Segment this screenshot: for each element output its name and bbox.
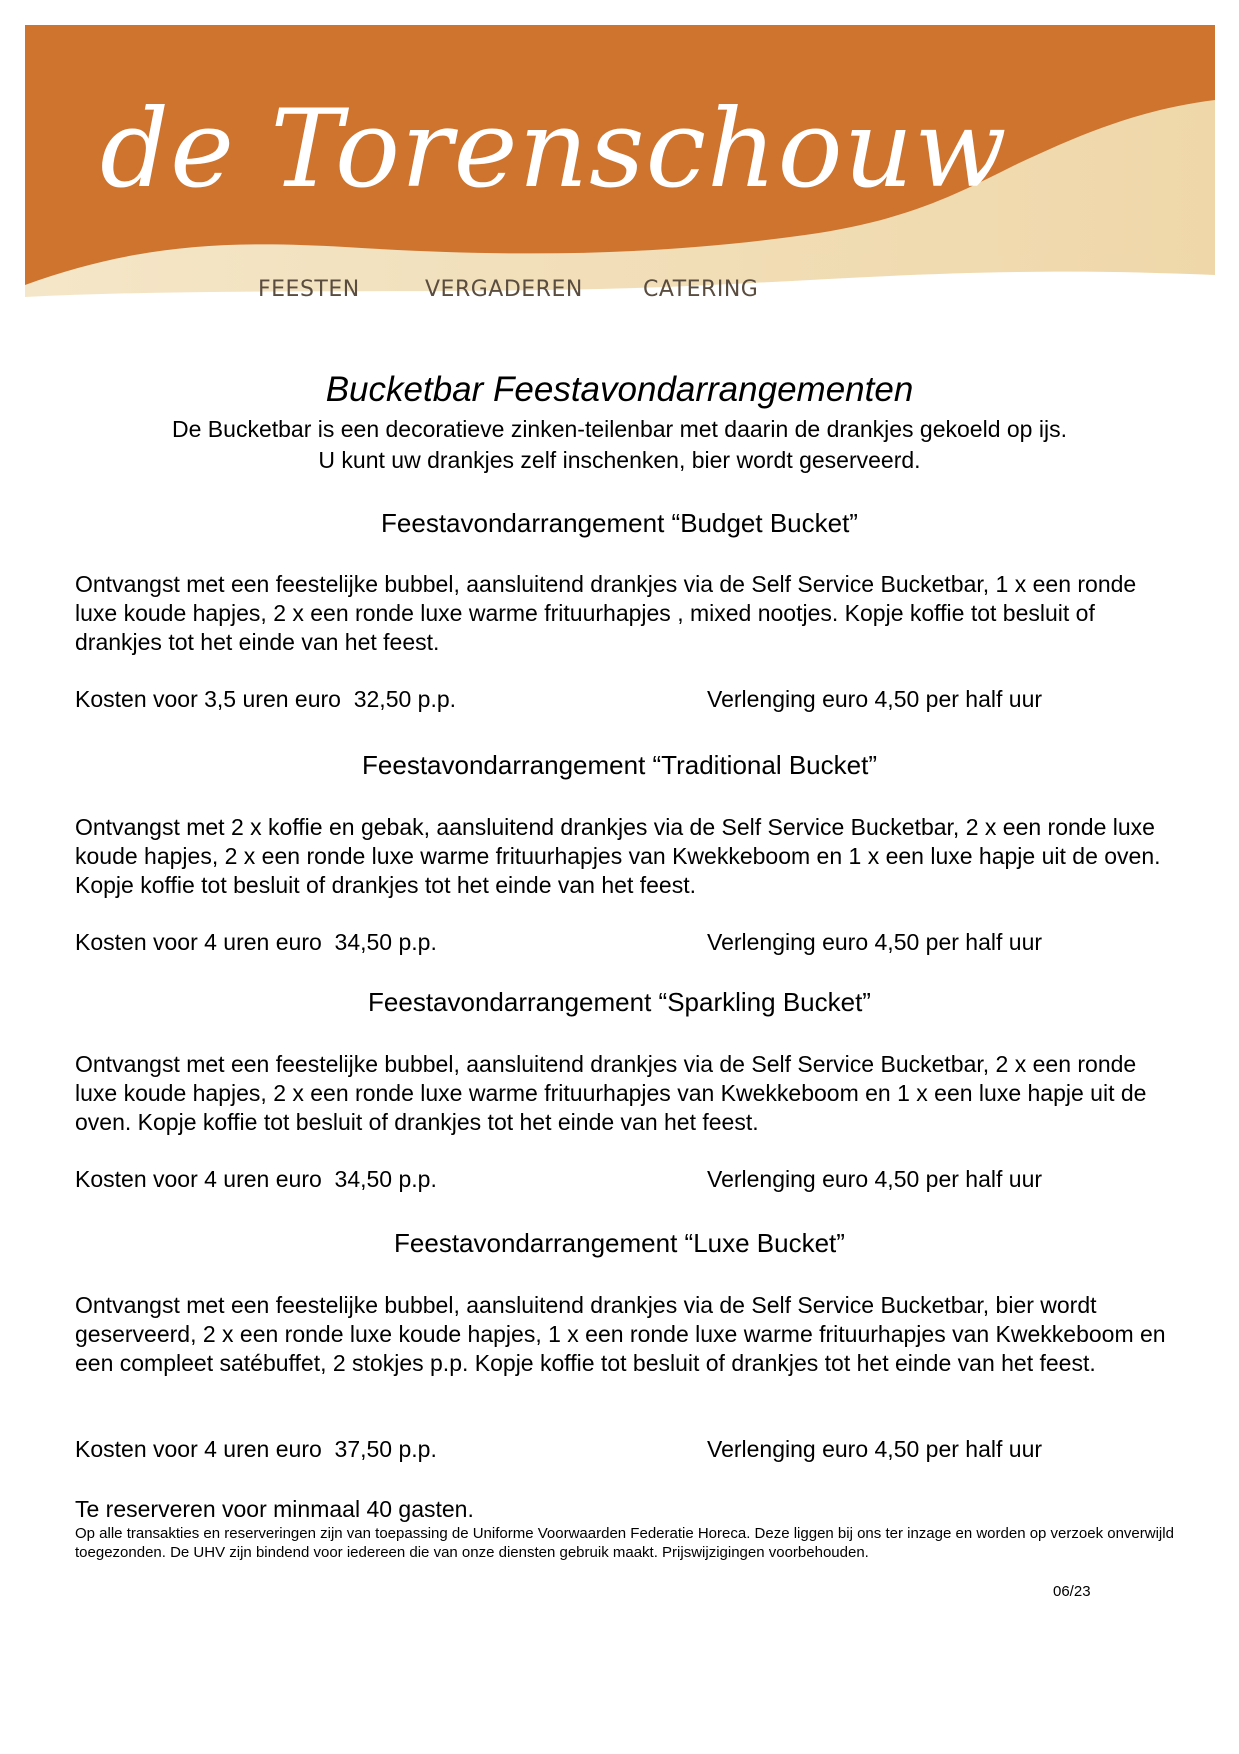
section-extension: Verlenging euro 4,50 per half uur [707,1166,1043,1192]
intro-line: U kunt uw drankjes zelf inschenken, bier wordt geserveerd. [318,447,921,473]
section-extension: Verlenging euro 4,50 per half uur [707,1436,1043,1462]
nav-vergaderen: VERGADEREN [425,277,583,302]
section-body: Ontvangst met een feestelijke bubbel, aansluitend drankjes via de Self Service Bucketbar, bier wordt geserveerd, 2 x een ronde luxe koude hapjes, 1 x een ronde luxe warme frituurhapjes van Kwekkeboom en een compleet satébuffet, 2 stokjes p.p. Kopje koffie tot besluit of drankjes tot het einde van het feest. [75,1292,1166,1376]
section-heading: Feestavondarrangement “Luxe Bucket” [394,1228,845,1258]
section-cost: Kosten voor 3,5 uren euro 32,50 p.p. [75,686,457,712]
section-heading: Feestavondarrangement “Budget Bucket” [381,508,858,538]
section-cost: Kosten voor 4 uren euro 37,50 p.p. [75,1436,437,1462]
section-cost: Kosten voor 4 uren euro 34,50 p.p. [75,929,437,955]
intro [0,414,1239,476]
section-body: Ontvangst met 2 x koffie en gebak, aansluitend drankjes via de Self Service Bucketbar, 2 x een ronde luxe koude hapjes, 2 x een ronde luxe warme frituurhapjes van Kwekkeboom en 1 x een luxe hapje uit de oven. Kopje koffie tot besluit of drankjes tot het einde van het feest. [75,814,1161,898]
document-date: 06/23 [1053,1583,1091,1600]
nav-feesten: FEESTEN [258,277,360,302]
section-cost: Kosten voor 4 uren euro 34,50 p.p. [75,1166,437,1192]
logo: de Torenschouw [100,87,1008,212]
nav-catering: CATERING [643,277,759,302]
section-heading: Feestavondarrangement “Sparkling Bucket” [368,987,871,1017]
section-extension: Verlenging euro 4,50 per half uur [707,686,1043,712]
section-extension: Verlenging euro 4,50 per half uur [707,929,1043,955]
section-body: Ontvangst met een feestelijke bubbel, aansluitend drankjes via de Self Service Bucketbar, 1 x een ronde luxe koude hapjes, 2 x een ronde luxe warme frituurhapjes , mixed nootjes. Kopje koffie tot besluit of drankjes tot het einde van het feest. [75,571,1137,655]
section-body: Ontvangst met een feestelijke bubbel, aansluitend drankjes via de Self Service Bucketbar, 2 x een ronde luxe koude hapjes, 2 x een ronde luxe warme frituurhapjes van Kwekkeboom en 1 x een luxe hapje uit de oven. Kopje koffie tot besluit of drankjes tot het einde van het feest. [75,1051,1147,1135]
section-heading: Feestavondarrangement “Traditional Bucket” [362,750,877,780]
page-title: Bucketbar Feestavondarrangementen [325,370,914,409]
terms-note: Op alle transakties en reserveringen zijn van toepassing de Uniforme Voorwaarden Federatie Horeca. Deze liggen bij ons ter inzage en worden op verzoek onverwijld toegezonden. De UHV zijn bindend voor iedereen die van onze diensten gebruik maakt. Prijswijzigingen voorbehouden. [75,1525,1174,1561]
intro-line: De Bucketbar is een decoratieve zinken-teilenbar met daarin de drankjes gekoeld op ijs. [172,416,1067,442]
reservation-note: Te reserveren voor minmaal 40 gasten. [75,1496,474,1522]
header-banner [25,25,1215,300]
